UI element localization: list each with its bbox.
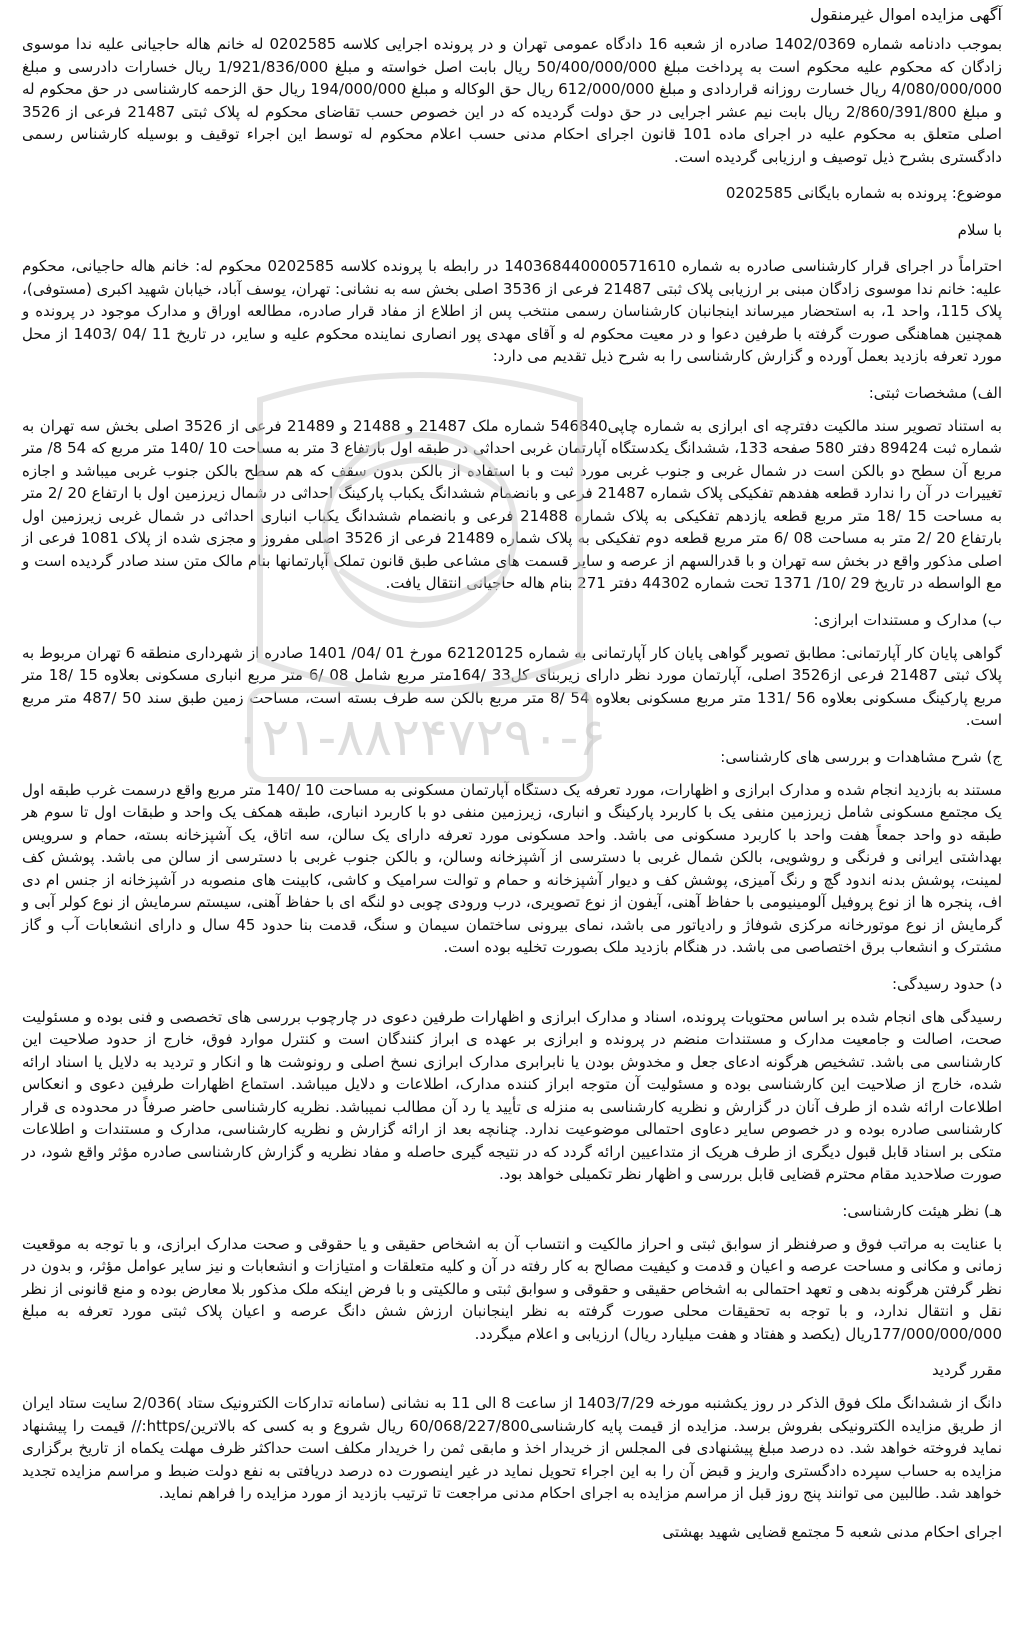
section-heading-expert-opinion: هـ) نظر هیئت کارشناسی: bbox=[842, 1201, 1002, 1220]
section-heading-documents: ب) مدارک و مستندات ابرازی: bbox=[813, 610, 1002, 629]
section-heading-observations: ج) شرح مشاهدات و بررسی های کارشناسی: bbox=[720, 747, 1002, 766]
section-body-documents: گواهی پایان کار آپارتمانی: مطابق تصویر گواهی پایان کار آپارتمانی به شماره 62120125 مورخ 01 /04/ 1401 صادره از شهرداری منطقه 6 تهران مربوط به پلاک ثبتی 21487 فرعی از3526 اصلی، آپارتمان مورد نظر دارای زیربنای کل33 /164متر مربع شامل 08 /6 متر مربع انباری مسکونی بعلاوه 15 /18 متر مربع پارکینگ مسکونی بعلاوه 56 /131 متر مربع مسکونی بعلاوه 54 /8 متر مربع بالکن سه طرف بسته است، مساحت زمین طبق سند 50 /487 متر مربع است. bbox=[22, 643, 1003, 729]
decree-heading: مقرر گردید bbox=[931, 1361, 1002, 1379]
section-heading-registration: الف) مشخصات ثبتی: bbox=[868, 383, 1002, 402]
section-body-expert-opinion: با عنایت به مراتب فوق و صرفنظر از سوابق ثبتی و احراز مالکیت و انتساب آن به اشخاص حقیقی و یا حقوقی و صحت مدارک ابرازی، و با توجه به موقعیت زمانی و مکانی و مساحت عرصه و اعیان و قدمت و کیفیت مصالح به کار رفته در آن و کلیه متعلقات و امتیازات و انشعابات و نیز سایر عوامل مؤثر، و بدون در نظر گرفتن هرگونه بدهی و تعهد احتمالی به اشخاص حقیقی و حقوقی و سوابق ثبتی و مالکیتی و با فرض اینکه ملک مذکور بلا معارض بوده و منع قانونی از نظر نقل و انتقال ندارد، و با توجه به تحقیقات محلی صورت گرفته به نظر اینجانبان ارزش شش دانگ عرصه و اعیان پلاک ثبتی مورد تعرفه به مبلغ 177/000/000/000ریال (یکصد و هفتاد و هفت میلیارد ریال) ارزیابی و اعلام میگردد. bbox=[22, 1234, 1002, 1343]
decree-body: دانگ از ششدانگ ملک فوق الذکر در روز یکشنبه مورخه 1403/7/29 از ساعت 8 الی 11 به نشانی (سامانه تدارکات الکترونیک ستاد )2/036 سایت ستاد ایران از طریق مزایده الکترونیکی بفروش برسد. مزایده از قیمت پایه کارشناسی60/068/227/800 ریال شروع و به کسی که بالاترین/https:// قیمت را پیشنهاد نماید فروخته خواهد شد. ده درصد مبلغ پیشنهادی فی المجلس از خریدار اخذ و مابقی ثمن را خریدار مکلف است حداکثر ظرف مهلت یکماه از تاریخ برگزاری مزایده به حساب سپرده دادگستری واریز و قبض آن را به این اجراء تحویل نماید در غیر اینصورت ده درصد دریافتی به نفع دولت ضبط و مراسم مزایده تجدید خواهد شد. طالبین می توانند پنج روز قبل از مراسم مزایده به اجرای احکام مدنی مراجعت تا ترتیب بازدید از مورد مزایده را فراهم نماید. bbox=[22, 1394, 1003, 1502]
notice-title: آگهی مزایده اموال غیرمنقول bbox=[810, 5, 1002, 24]
subject-line: موضوع: پرونده به شماره بایگانی 0202585 bbox=[725, 184, 1002, 202]
intro-paragraph: بموجب دادنامه شماره 1402/0369 صادره از شعبه 16 دادگاه عمومی تهران و در پرونده اجرایی کلاسه 0202585 له خانم هاله حاجیانی علیه ندا موسوی زادگان که محکوم علیه محکوم است به پرداخت مبلغ 50/400/000/000 ریال بابت اصل خواسته و مبلغ 1/921/836/000 ریال خسارات دادرسی و مبلغ 4/080/000/000 ریال خسارت روزانه قراردادی و مبلغ 612/000/000 ریال حق الوکاله و مبلغ 194/000/000 ریال حق الزحمه کارشناسی در حق محکوم له و مبلغ 2/860/391/800 ریال بابت نیم عشر اجرایی در حق دولت گردیده که در این خصوص حسب تقاضای محکوم له پلاک ثبتی 21487 فرعی از 3526 اصلی متعلق به محکوم علیه در اجرای ماده 101 قانون اجرای احکام مدنی حسب اعلام محکوم له توسط این اجراء توقیف و بوسیله کارشناس رسمی دادگستری بشرح ذیل توصیف و ارزیابی گردیده است. bbox=[22, 35, 1003, 166]
opening-paragraph: احتراماً در اجرای قرار کارشناسی صادره به شماره 140368440000571610 در رابطه با پرونده کلاسه 0202585 محکوم له: خانم هاله حاجیانی، محکوم علیه: خانم ندا موسوی زادگان مبنی بر ارزیابی پلاک ثبتی 21487 فرعی از 3536 اصلی بخش سه به نشانی: تهران، یوسف آباد، خیابان شهید اکبری (مستوفی)، پلاک 115، واحد 1، به استحضار میرساند اینجانبان کارشناسان رسمی منتخب پس از اطلاع از مفاد قرار صادره، مطالعه اوراق و مدارک موجود در پرونده و همچنین هماهنگی صورت گرفته با طرفین دعوا و در معیت محکوم له و آقای مهدی پور انصاری نماینده محکوم علیه و سایر، در تاریخ 11 /04 /1403 از محل مورد تعرفه بازدید بعمل آورده و گزارش کارشناسی را به شرح ذیل تقدیم می دارد: bbox=[22, 257, 1002, 365]
watermark-phone: ۰۲۱-۸۸۲۴۷۲۹۰-۶ bbox=[233, 708, 607, 768]
section-heading-scope: د) حدود رسیدگی: bbox=[891, 974, 1002, 993]
signature-line: اجرای احکام مدنی شعبه 5 مجتمع قضایی شهید بهشتی bbox=[662, 1522, 1002, 1541]
section-body-registration: به استناد تصویر سند مالکیت دفترچه ای ابرازی به شماره چاپی546840 شماره ملک 21487 و 21488 و 21489 فرعی از 3526 اصلی بخش سه تهران به شماره ثبت 89424 دفتر 580 صفحه 133، ششدانگ یکدستگاه آپارتمان غربی احداثی در طبقه اول بارتفاع 3 متر به مساحت 10 /140 متر مربع که 54 8/ متر مربع آن سطح دو بالکن است در شمال غربی و جنوب غربی مورد ثبت و با استفاده از بالکن بدون سقف که هم سطح بالکن جنوب غربی میباشد و اجازه تغییرات در آن را ندارد قطعه هفدهم تفکیکی پلاک شماره 21487 فرعی و بانضمام ششدانگ یکباب پارکینگ احداثی در شمال زیرزمین اول با ارتفاع 20 /2 متر به مساحت 15 /18 متر مربع قطعه یازدهم تفکیکی به پلاک شماره 21488 فرعی و بانضمام ششدانگ یکباب انباری احداثی در شمال غربی زیرزمین اول بارتفاع 20 /2 متر به مساحت 08 /6 متر مربع قطعه دوم تفکیکی به پلاک شماره 21489 فرعی از 3526 اصلی مفروز و مجزی شده از پلاک 1081 فرعی از اصلی مذکور واقع در بخش سه تهران و با قدرالسهم از عرصه و سایر قسمت های مشاعی طبق قانون تملک آپارتمانها بنام مالک متن سند صادر گردیده است و مع الواسطه در تاریخ 29 /10/ 1371 تحت شماره 44302 دفتر 271 بنام هاله حاجیانی انتقال یافت. bbox=[22, 416, 1003, 592]
greeting-line: با سلام bbox=[957, 220, 1002, 239]
section-body-observations: مستند به بازدید انجام شده و مدارک ابرازی و اظهارات، مورد تعرفه یک دستگاه آپارتمان مسکونی به مساحت 10 /140 متر مربع واقع درسمت غرب طبقه اول یک مجتمع مسکونی شامل زیرزمین منفی یک با کاربرد پارکینگ و انباری، زیرزمین منفی دو با کاربرد انباری، طبقه همکف یک واحد و طبقات اول تا سوم هر طبقه دو واحد جمعاً هفت واحد با کاربرد مسکونی می باشد. واحد مسکونی مورد تعرفه دارای یک سالن، سه اتاق، یک آشپزخانه بسته، حمام و سرویس بهداشتی ایرانی و فرنگی و روشویی، بالکن شمال غربی با دسترسی از آشپزخانه وسالن، و بالکن جنوب غربی با دسترسی از سالن می باشد. پوشش کف لمینت، پوشش بدنه اندود گچ و رنگ آمیزی، پوشش کف و دیوار آشپزخانه و حمام و توالت سرامیک و کاشی، کابینت های منصوبه در آشپزخانه از جنس ام دی اف، پنجره ها از نوع پروفیل آلومینیومی با حفاظ آهنی، آیفون از نوع تصویری، درب ورودی چوبی دو لنگه ای با حفاظ آهنی، سیستم سرمایش از نوع کولر آبی و گرمایش از نوع موتورخانه مرکزی شوفاژ و رادیاتور می باشد، نمای بیرونی ساختمان سیمان و سنگ، قدمت بنا حدود 45 سال و دارای انشعابات آب و گاز مشترک و انشعاب برق اختصاصی می باشد. در هنگام بازدید ملک بصورت تخلیه بوده است. bbox=[22, 780, 1002, 956]
section-body-scope: رسیدگی های انجام شده بر اساس محتویات پرونده، اسناد و مدارک ابرازی و اظهارات طرفین دعوی در چارچوب بررسی های تخصصی و فنی بوده و مسئولیت صحت، اصالت و جامعیت مدارک و مستندات منضم در پرونده و ابرازی بر عهده ی ابراز کنندگان است و کنترل موارد فوق، خارج از حدود صلاحیت این کارشناسی می باشد. تشخیص هرگونه ادعای جعل و مخدوش بودن یا نابرابری مدارک ابرازی نسخ اصلی و رونوشت ها و انکار و تردید به دلایل یا اسناد ارائه شده، خارج از صلاحیت این کارشناسی بوده و مسئولیت آن متوجه ابراز کننده مدارک، اطلاعات و دلایل میباشد. استماع اظهارات طرفین دعوی و انعکاس اطلاعات ارائه شده از طرف آنان در گزارش و نظریه کارشناسی به منزله ی تأیید یا رد آن مطالب نمیباشد. نظریه کارشناسی حاضر صرفاً در محدوده ی قرار کارشناسی صادره بوده و در خصوص سایر دعاوی احتمالی موضوعیت ندارد. چنانچه بعد از ارائه گزارش و نظریه کارشناسی، مدارک و مستندات و اطلاعات متکی بر اسناد قابل قبول دیگری از طرف هریک از متداعیین ارائه گردد که در نتیجه گیری حاصله و مفاد نظریه و گزارش کارشناسی صادره مؤثر واقع شود، در صورت صلاحدید مقام محترم قضایی قابل بررسی و اظهار نظر تکمیلی خواهد بود. bbox=[22, 1007, 1002, 1183]
